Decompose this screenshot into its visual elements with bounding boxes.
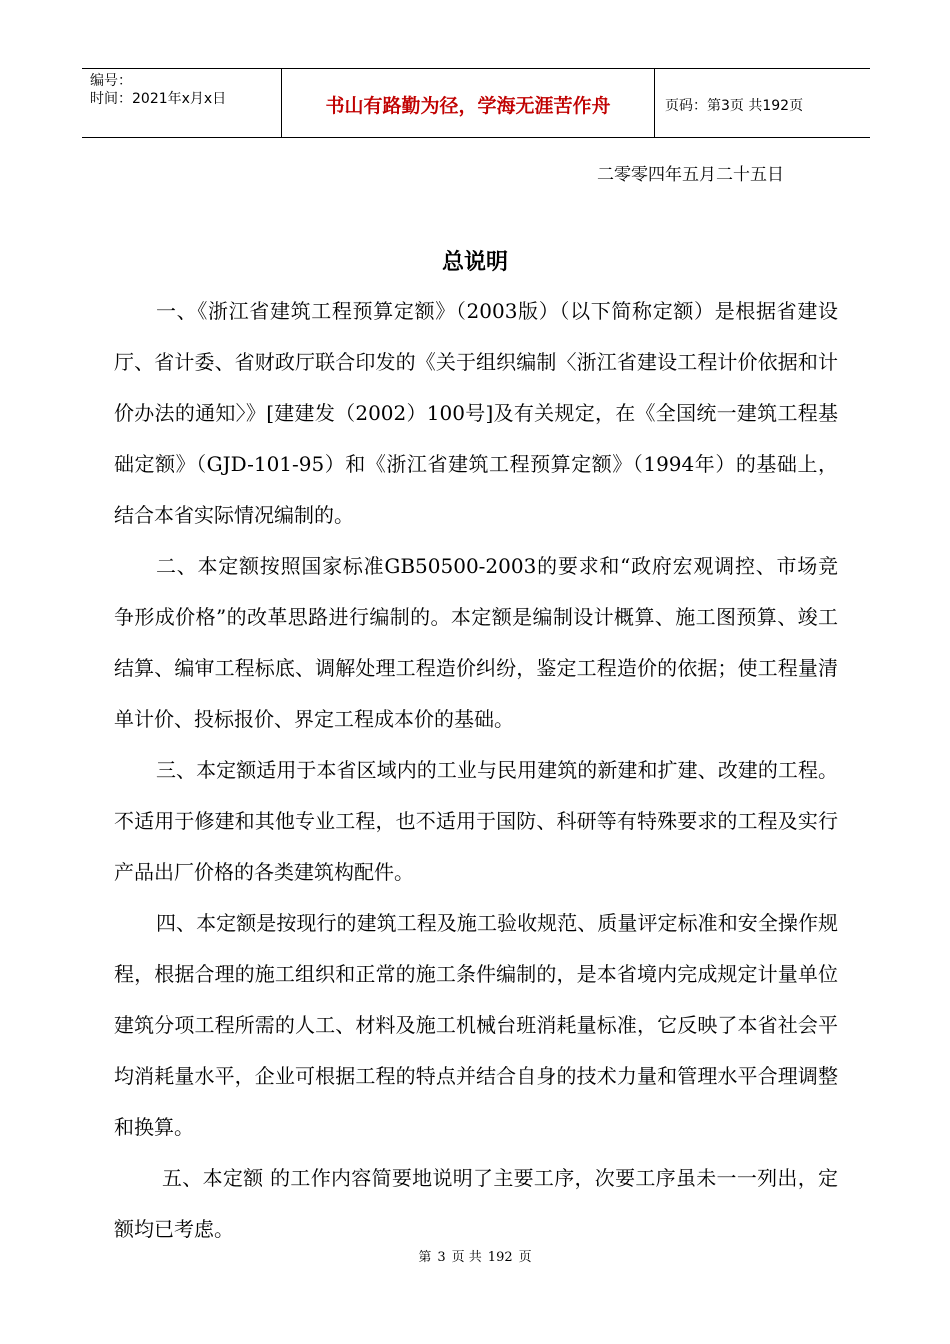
header-page-cell	[655, 69, 870, 137]
header-meta-cell	[82, 69, 282, 137]
paragraph-2: 二、本定额按照国家标准GB50500-2003的要求和“政府宏观调控、市场竞争形成价格”的改革思路进行编制的。本定额是编制设计概算、施工图预算、竣工结算、编审工程标底、调解处理工程造价纠纷，鉴定工程造价的依据；使工程量清单计价、投标报价、界定工程成本价的基础。	[114, 554, 838, 731]
document-number-label: 编号：	[90, 73, 132, 89]
paragraph-1: 一、《浙江省建筑工程预算定额》（2003版）（以下简称定额）是根据省建设厅、省计委、省财政厅联合印发的《关于组织编制〈浙江省建设工程计价依据和计价办法的通知〉》[建建发（2002）100号]及有关规定，在《全国统一建筑工程基础定额》（GJD-101-95）和《浙江省建筑工程预算定额》（1994年）的基础上，结合本省实际情况编制的。	[114, 299, 838, 527]
header-motto: 书山有路勤为径，学海无涯苦作舟	[325, 95, 611, 117]
paragraph-4: 四、本定额是按现行的建筑工程及施工验收规范、质量评定标准和安全操作规程，根据合理的施工组织和正常的施工条件编制的，是本省境内完成规定计量单位建筑分项工程所需的人工、材料及施工机械台班消耗量标准，它反映了本省社会平均消耗量水平，企业可根据工程的特点并结合自身的技术力量和管理水平合理调整和换算。	[114, 911, 838, 1139]
footer-page-number: 3	[437, 1250, 446, 1265]
footer-suffix: 页	[518, 1250, 532, 1265]
paragraph-3: 三、本定额适用于本省区域内的工业与民用建筑的新建和扩建、改建的工程。不适用于修建和其他专业工程，也不适用于国防、科研等有特殊要求的工程及实行产品出厂价格的各类建筑构配件。	[114, 758, 838, 884]
document-time-label: 时间：2021年x月x日	[90, 91, 227, 107]
header-motto-cell	[282, 69, 655, 137]
paragraph-5: 五、本定额 的工作内容简要地说明了主要工序，次要工序虽未一一列出，定额均已考虑。	[114, 1166, 838, 1241]
page-footer	[0, 1246, 950, 1265]
document-title: 总说明	[441, 250, 508, 275]
document-date: 二零零四年五月二十五日	[597, 165, 784, 185]
document-body	[114, 286, 838, 1255]
footer-total-pages: 192	[487, 1250, 513, 1265]
document-header	[82, 68, 870, 138]
footer-middle: 页 共	[451, 1250, 482, 1265]
footer-prefix: 第	[418, 1250, 432, 1265]
header-page-info: 页码：第3页 共192页	[665, 98, 804, 114]
